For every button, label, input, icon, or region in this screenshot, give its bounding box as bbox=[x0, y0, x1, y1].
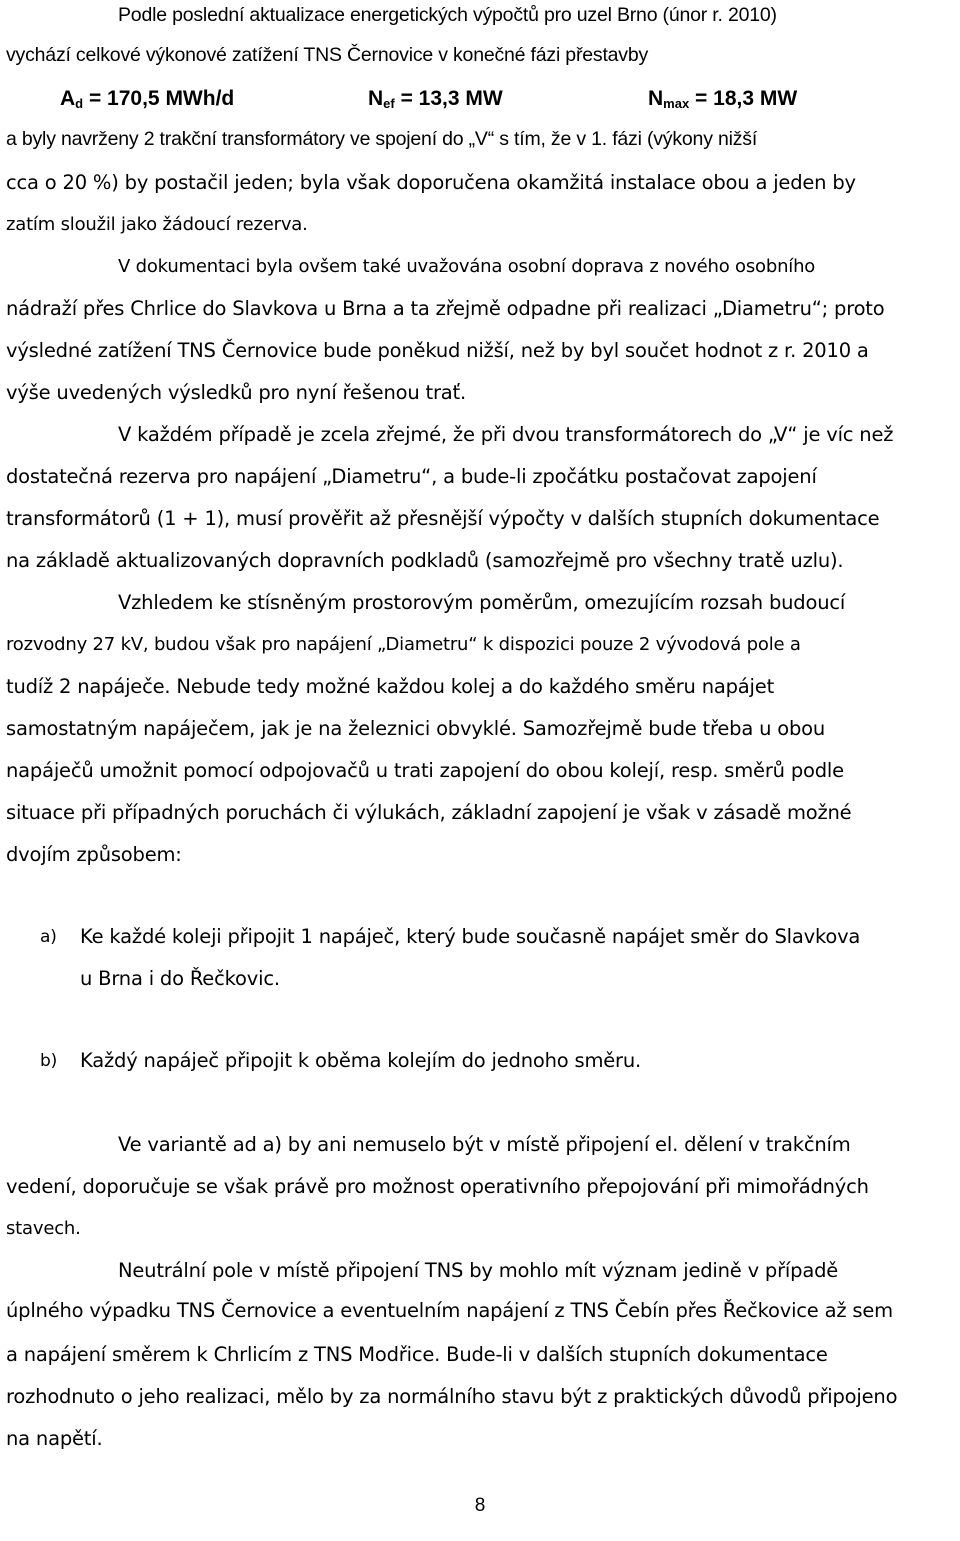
paragraph-1b-line-2: cca o 20 %) by postačil jeden; byla však doporučena okamžitá instalace obou a jeden by bbox=[6, 171, 856, 194]
list-item-a-line-1: Ke každé koleji připojit 1 napáječ, který bude současně napájet směr do Slavkova bbox=[80, 925, 861, 948]
paragraph-4-line-2: rozvodny 27 kV, budou však pro napájení „Diametru“ k dispozici pouze 2 vývodová pole a bbox=[6, 634, 801, 655]
formula-nmax: $N_{max} = 18,3$ MW bbox=[648, 87, 798, 111]
list-item-a-line-2: u Brna i do Řečkovic. bbox=[80, 967, 280, 990]
paragraph-4-line-4: samostatným napáječem, jak je na železnici obvyklé. Samozřejmě bude třeba u obou bbox=[6, 717, 826, 740]
list-marker-b: b) bbox=[40, 1051, 58, 1071]
paragraph-6-line-5: na napětí. bbox=[6, 1427, 103, 1450]
paragraph-5-line-3: stavech. bbox=[6, 1218, 81, 1239]
paragraph-1b-line-3: zatím sloužil jako žádoucí rezerva. bbox=[6, 214, 308, 235]
paragraph-4-line-5: napáječů umožnit pomocí odpojovačů u trati zapojení do obou kolejí, resp. směrů podle bbox=[6, 759, 844, 782]
paragraph-2-line-1: V dokumentaci byla ovšem také uvažována osobní doprava z nového osobního bbox=[118, 256, 816, 277]
paragraph-3-line-2: dostatečná rezerva pro napájení „Diametru“, a bude-li zpočátku postačovat zapojení bbox=[6, 465, 817, 488]
list-item-b-line-1: Každý napáječ připojit k oběma kolejím do jednoho směru. bbox=[80, 1049, 642, 1072]
paragraph-1-line-2: vychází celkové výkonové zatížení TNS Černovice v konečné fázi přestavby bbox=[6, 44, 649, 66]
formula-ad: $A_d = 170,5$ MWh/d bbox=[60, 87, 235, 111]
power-formula bbox=[60, 84, 920, 114]
paragraph-6-line-4: rozhodnuto o jeho realizaci, mělo by za normálního stavu být z praktických důvodů připojeno bbox=[6, 1385, 898, 1408]
paragraph-4-line-7: dvojím způsobem: bbox=[6, 843, 182, 866]
paragraph-4-line-1: Vzhledem ke stísněným prostorovým poměrům, omezujícím rozsah budoucí bbox=[118, 591, 846, 614]
paragraph-6-line-3: a napájení směrem k Chrlicím z TNS Modřice. Bude-li v dalších stupních dokumentace bbox=[6, 1343, 828, 1366]
paragraph-3-line-3: transformátorů (1 + 1), musí prověřit až přesnější výpočty v dalších stupních dokumentace bbox=[6, 507, 880, 530]
paragraph-2-line-2: nádraží přes Chrlice do Slavkova u Brna a ta zřejmě odpadne při realizaci „Diametru“; proto bbox=[6, 297, 885, 320]
paragraph-3-line-1: V každém případě je zcela zřejmé, že při dvou transformátorech do „V“ je víc než bbox=[118, 423, 894, 446]
paragraph-2-line-3: výsledné zatížení TNS Černovice bude poněkud nižší, než by byl součet hodnot z r. 2010 a bbox=[6, 339, 869, 362]
paragraph-6-line-1: Neutrální pole v místě připojení TNS by mohlo mít význam jedině v případě bbox=[118, 1259, 839, 1282]
paragraph-4-line-3: tudíž 2 napáječe. Nebude tedy možné každou kolej a do každého směru napájet bbox=[6, 675, 775, 698]
paragraph-5-line-1: Ve variantě ad a) by ani nemuselo být v místě připojení el. dělení v trakčním bbox=[118, 1133, 851, 1156]
paragraph-4-line-6: situace při případných poruchách či výlukách, základní zapojení je však v zásadě možné bbox=[6, 801, 852, 824]
paragraph-2-line-4: výše uvedených výsledků pro nyní řešenou trať. bbox=[6, 381, 466, 404]
paragraph-1b-line-1: a byly navrženy 2 trakční transformátory ve spojení do „V“ s tím, že v 1. fázi (výkony nižší bbox=[6, 128, 758, 150]
paragraph-5-line-2: vedení, doporučuje se však právě pro možnost operativního přepojování při mimořádných bbox=[6, 1175, 869, 1198]
paragraph-1-line-1: Podle poslední aktualizace energetických výpočtů pro uzel Brno (únor r. 2010) bbox=[118, 4, 777, 26]
paragraph-3-line-4: na základě aktualizovaných dopravních podkladů (samozřejmě pro všechny tratě uzlu). bbox=[6, 549, 844, 572]
formula-nef: $N_{ef} = 13,3$ MW bbox=[368, 87, 503, 111]
page-number: 8 bbox=[474, 1495, 486, 1516]
list-marker-a: a) bbox=[40, 927, 57, 947]
paragraph-6-line-2: úplného výpadku TNS Černovice a eventuelním napájení z TNS Čebín přes Řečkovice až sem bbox=[6, 1299, 893, 1322]
